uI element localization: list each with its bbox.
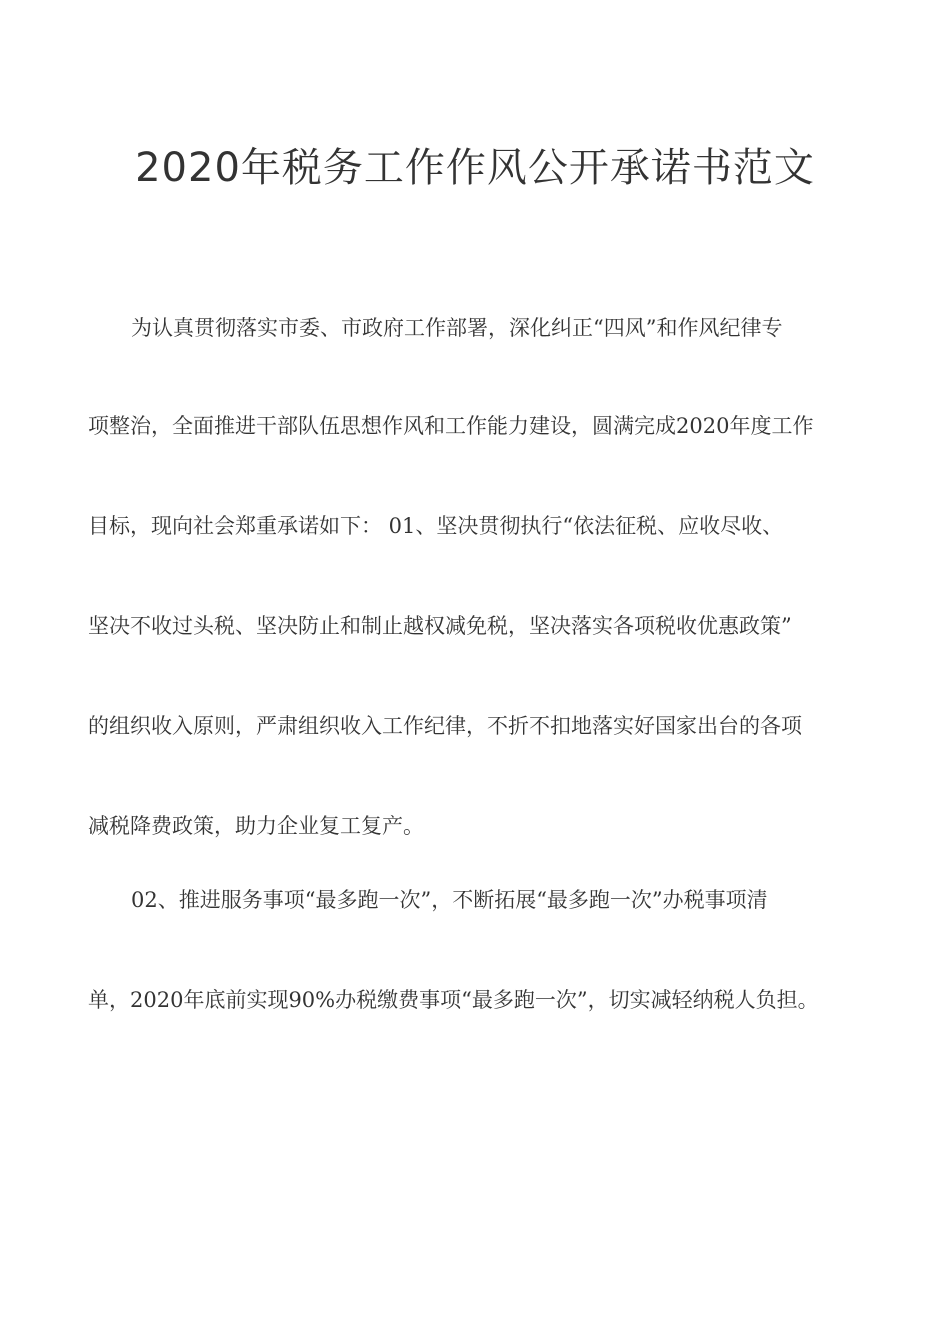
paragraph-line-1: 为认真贯彻落实市委、市政府工作部署，深化纠正“四风”和作风纪律专 [131, 316, 783, 340]
paragraph-line-7: 02、推进服务事项“最多跑一次”，不断拓展“最多跑一次”办税事项清 [131, 888, 768, 912]
paragraph-line-2: 项整治，全面推进干部队伍思想作风和工作能力建设，圆满完成2020年度工作 [88, 414, 814, 438]
paragraph-line-6: 减税降费政策，助力企业复工复产。 [88, 814, 424, 838]
paragraph-line-5: 的组织收入原则，严肃组织收入工作纪律，不折不扣地落实好国家出台的各项 [88, 714, 802, 738]
paragraph-line-8: 单，2020年底前实现90%办税缴费事项“最多跑一次”，切实减轻纳税人负担。 [88, 988, 819, 1012]
paragraph-line-4: 坚决不收过头税、坚决防止和制止越权减免税，坚决落实各项税收优惠政策” [88, 614, 792, 638]
document-title: 2020年税务工作作风公开承诺书范文 [135, 145, 815, 191]
paragraph-line-3: 目标，现向社会郑重承诺如下： 01、坚决贯彻执行“依法征税、应收尽收、 [88, 514, 784, 538]
